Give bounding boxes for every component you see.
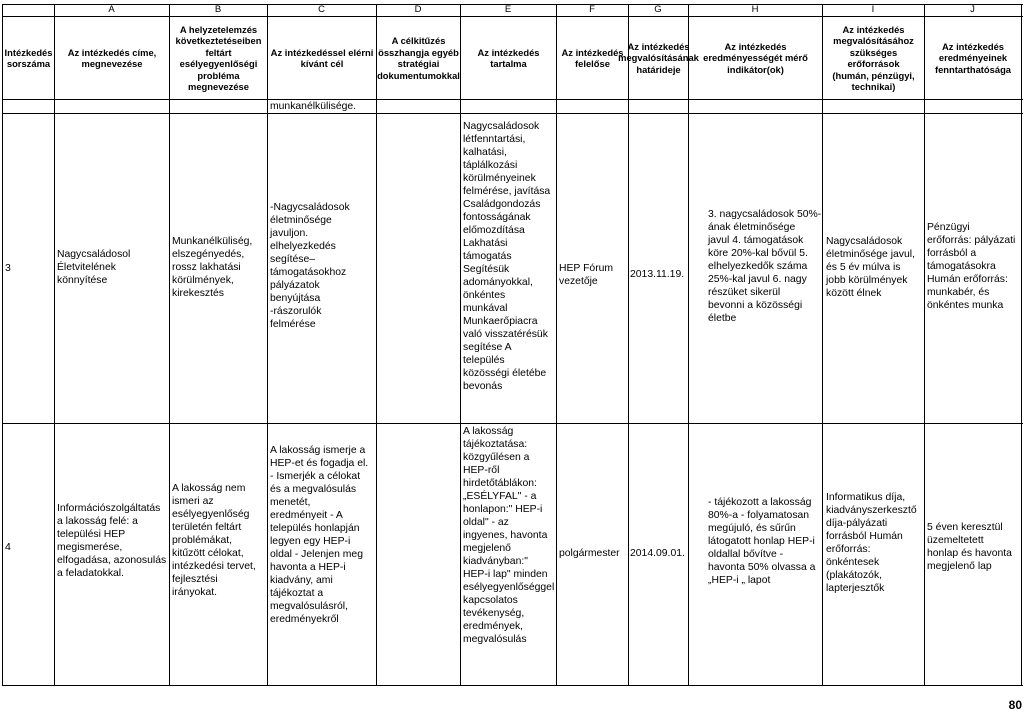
- row-4-goal: A lakosság ismerje a HEP-et és fogadja el. - Ismerjék a célokat és a megvalósulás menetét, eredményeit - A település honlapján legyen egy HEP-i oldal - Jelenjen meg havonta a HEP-i kiadvány, ami tájékoztat a megvalósulásról, eredményekről: [270, 445, 369, 625]
- column-letter-i: I: [871, 4, 875, 15]
- header-deadline: Az intézkedés megvalósításának határideje: [618, 40, 699, 75]
- row-4-problem: A lakosság nem ismeri az esélyegyenlőség területén feltárt problémákat, kitűzött célokat, intézkedési tervet, fejlesztési irányokat.: [172, 483, 256, 598]
- column-letter-a: A: [108, 4, 115, 15]
- row-3-title: Nagycsaládosol Életvitelének könnyítése: [57, 249, 131, 286]
- header-measure-title: Az intézkedés címe, megnevezése: [67, 46, 157, 69]
- row-4-sustainability: 5 éven keresztül üzemeltetett honlap és havonta megjelenő lap: [927, 522, 1012, 572]
- page-number: 80: [1008, 698, 1022, 712]
- action-plan-table: [2, 4, 1023, 689]
- row-4-deadline: 2014.09.01.: [630, 548, 685, 559]
- header-problem: A helyzetelemzés következtetéseiben feltárt esélyegyenlőségi probléma megnevezése: [175, 23, 262, 92]
- row-3-responsible: HEP Fórum vezetője: [559, 263, 614, 287]
- header-goal: Az intézkedéssel elérni kívánt cél: [270, 46, 374, 69]
- row-4-content: A lakosság tájékoztatása: közgyűlésen a HEP-ről hirdetőtáblákon: „ESÉLYFAL" - a honlapon:" HEP-i oldal" - az ingyenes, havonta megjelenő kiadványban:" HEP-i lap" minden esélyegyenlőséggel kapcsolatos tevékenység, eredmények, megvalósulás: [463, 426, 555, 645]
- row-3-content: Nagycsaládosok létfenntartási, kalhatási, táplálkozási körülményeinek felmérése, javítása Családgondozás fontosságának előmozdítása Lakhatási támogatás Segítésük adományokkal, önkéntes munkával Munkaerőpiacra való visszatérésük segítése A település közösségi életébe bevonás: [463, 121, 551, 392]
- header-strategy: A célkitűzés összhangja egyéb stratégiai dokumentumokkal: [377, 35, 460, 81]
- header-indicators: Az intézkedés eredményességét mérő indikátor(ok): [703, 40, 808, 75]
- header-measure-number: Intézkedés sorszáma: [4, 46, 53, 69]
- column-letter-f: F: [589, 4, 595, 15]
- row-4-title: Információszolgáltatás a lakosság felé: a települési HEP megismerése, elfogadása, azonosulás a feladatokkal.: [57, 503, 167, 579]
- column-letter-e: E: [504, 4, 512, 15]
- row-3-deadline: 2013.11.19.: [630, 269, 685, 280]
- row-3-problem: Munkanélküliség, elszegényedés, rossz lakhatási körülmények, kirekesztés: [172, 236, 253, 299]
- continuation-text: munkanélkülisége.: [270, 101, 357, 112]
- row-3-goal: -Nagycsaládosok életminősége javuljon. elhelyezkedés segítése– támogatásokhoz pályázatok benyújtása -rászorulók felmérése: [270, 202, 350, 330]
- row-4-indicators: - tájékozott a lakosság 80%-a - folyamatosan megújuló, és sűrűn látogatott honlap HEP-i oldallal bővítve - havonta 50% olvassa a „HEP-i „ lapot: [708, 497, 816, 586]
- column-letter-h: H: [751, 4, 759, 15]
- header-responsible: Az intézkedés felelőse: [561, 46, 624, 69]
- column-letter-g: G: [654, 4, 662, 15]
- header-sustainability: Az intézkedés eredményeinek fenntarthatósága: [934, 40, 1012, 75]
- header-content: Az intézkedés tartalma: [477, 46, 540, 69]
- row-3-indicators: 3. nagycsaládosok 50%- ának életminősége javul 4. támogatások köre 20%-kal bővül 5. elhelyezkedők száma 25%-kal javul 6. nagy részüket sikerül bevonni a közösségi életbe: [708, 209, 822, 324]
- column-letter-j: J: [970, 4, 975, 15]
- header-resources: Az intézkedés megvalósításához szükséges erőforrások (humán, pénzügyi, technikai): [832, 23, 915, 92]
- row-3-resources: Nagycsaládosok életminősége javul, és 5 év múlva is jobb körülmények között élnek: [826, 236, 915, 299]
- column-letter-d: D: [414, 4, 422, 15]
- column-letter-b: B: [214, 4, 222, 15]
- row-4-number: 4: [5, 541, 11, 553]
- row-3-sustainability: Pénzügyi erőforrás: pályázati forrásból a támogatásokra Humán erőforrás: munkabér, és önkéntes munka: [927, 222, 1016, 311]
- row-3-number: 3: [5, 262, 11, 274]
- row-4-resources: Informatikus díja, kiadványszerkesztő díja-pályázati forrásból Humán erőforrás: önkéntesek (plakátozók, lapterjesztők: [826, 492, 917, 594]
- row-4-responsible: polgármester: [559, 548, 620, 559]
- column-letter-c: C: [318, 4, 325, 15]
